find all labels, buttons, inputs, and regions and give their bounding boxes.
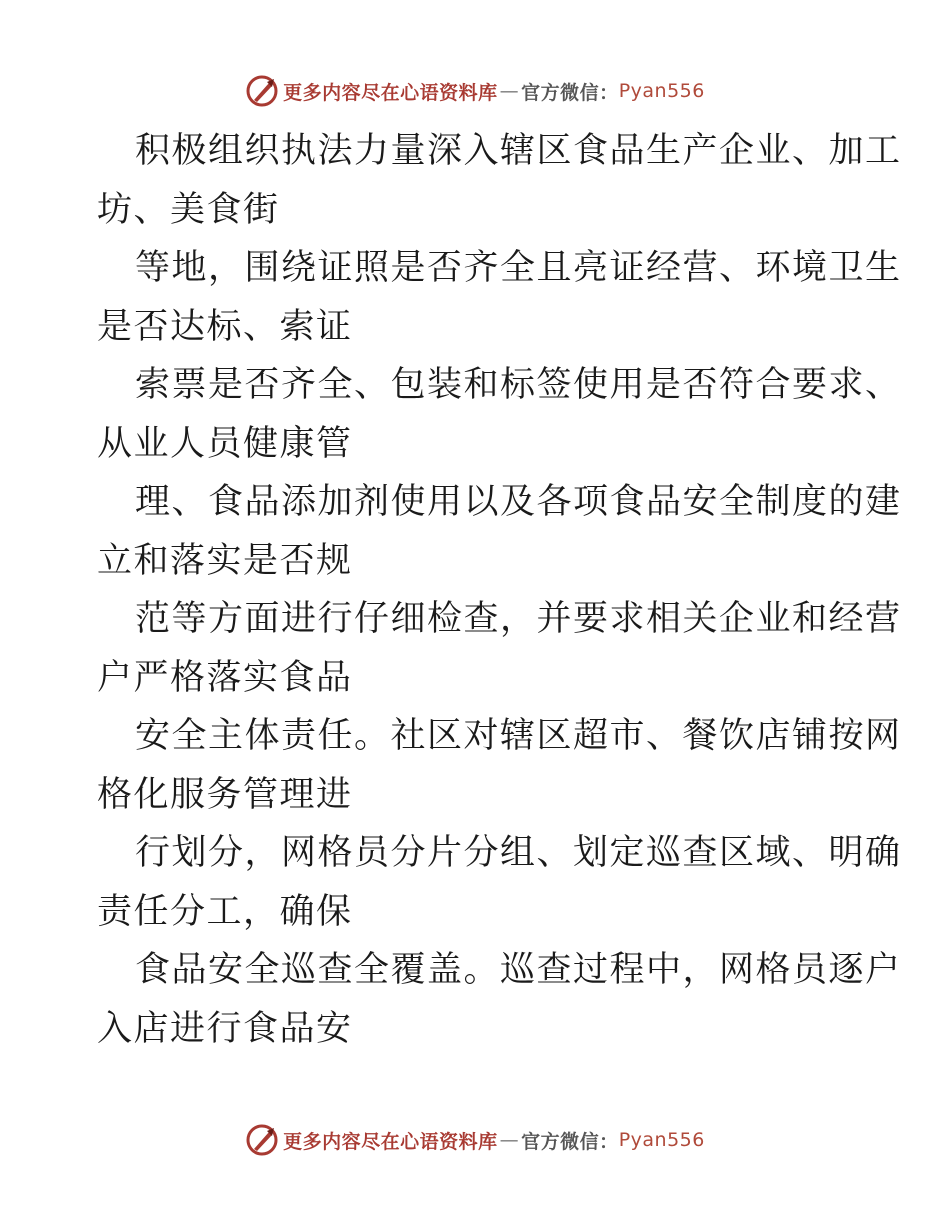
paragraph-line: 食品安全巡查全覆盖。巡查过程中，网格员逐户	[135, 950, 902, 990]
paragraph-line: 从业人员健康管	[97, 423, 353, 464]
document-body	[97, 122, 902, 1058]
paragraph	[97, 473, 902, 590]
banner-wechat-id: Pyan556	[618, 80, 705, 102]
banner-brand: 更多内容尽在心语资料库	[283, 81, 498, 104]
banner-brand: 更多内容尽在心语资料库	[283, 1130, 498, 1153]
paragraph	[97, 590, 902, 707]
paragraph-line: 立和落实是否规	[97, 540, 353, 581]
banner-wechat-label: 官方微信：	[521, 81, 619, 104]
banner-wechat-label: 官方微信：	[521, 1130, 619, 1153]
paragraph-line: 安全主体责任。社区对辖区超市、餐饮店铺按网	[135, 716, 902, 756]
paragraph-line: 责任分工，确保	[97, 891, 353, 932]
paragraph-line: 入店进行食品安	[97, 1008, 353, 1049]
paragraph	[97, 122, 902, 239]
paragraph-line: 范等方面进行仔细检查，并要求相关企业和经营	[135, 599, 902, 639]
banner-dash: —	[499, 1129, 520, 1151]
quill-pen-logo-icon	[245, 74, 279, 108]
header-banner	[0, 71, 950, 111]
paragraph-line: 坊、美食街	[97, 189, 280, 230]
paragraph	[97, 356, 902, 473]
paragraph-line: 行划分，网格员分片分组、划定巡查区域、明确	[135, 833, 902, 873]
paragraph-line: 积极组织执法力量深入辖区食品生产企业、加工	[135, 131, 902, 171]
paragraph-line: 等地，围绕证照是否齐全且亮证经营、环境卫生	[135, 248, 902, 288]
banner-wechat-id: Pyan556	[618, 1129, 705, 1151]
paragraph-line: 户严格落实食品	[97, 657, 353, 698]
footer-banner	[0, 1120, 950, 1160]
paragraph-line: 理、食品添加剂使用以及各项食品安全制度的建	[135, 482, 902, 522]
paragraph	[97, 239, 902, 356]
paragraph	[97, 941, 902, 1058]
paragraph-line: 格化服务管理进	[97, 774, 353, 815]
paragraph-line: 是否达标、索证	[97, 306, 353, 347]
paragraph	[97, 824, 902, 941]
paragraph-line: 索票是否齐全、包装和标签使用是否符合要求、	[135, 365, 902, 405]
quill-pen-logo-icon	[245, 1123, 279, 1157]
paragraph	[97, 707, 902, 824]
banner-dash: —	[499, 80, 520, 102]
